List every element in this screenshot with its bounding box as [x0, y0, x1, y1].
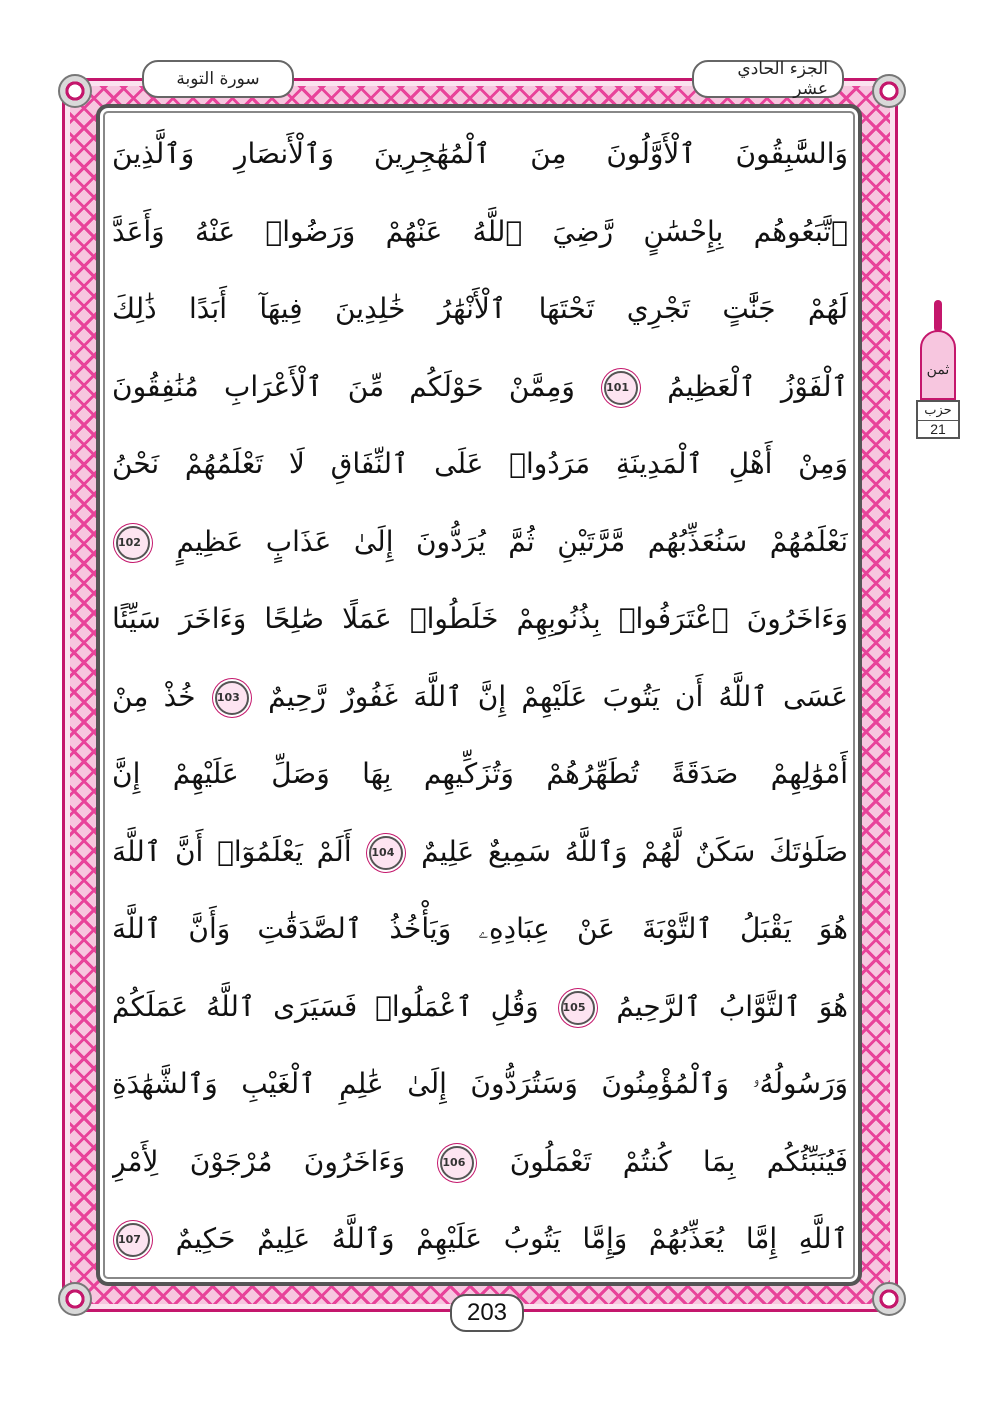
verse-text: فَيُنَبِّئُكُم بِمَا كُنتُمْ تَعْمَلُونَ [509, 1144, 848, 1178]
verse-text: صَلَوٰتَكَ سَكَنٌ لَّهُمْ وَٱللَّهُ سَمِيعٌ عَلِيمٌ [421, 834, 848, 868]
corner-ornament-icon [58, 74, 92, 108]
verse-line [112, 744, 848, 804]
corner-ornament-icon [872, 74, 906, 108]
hizb-spire-icon [934, 300, 942, 332]
hizb-ornament-icon [914, 300, 962, 400]
verse-text: وَءَاخَرُونَ ٱعْتَرَفُوا۟ بِذُنُوبِهِمْ خَلَطُوا۟ عَمَلًا صَٰلِحًا وَءَاخَرَ سَيِّئًا [112, 602, 848, 635]
verse-text: عَسَى ٱللَّهُ أَن يَتُوبَ عَلَيْهِمْ إِنَّ ٱللَّهَ غَفُورٌ رَّحِيمٌ [268, 679, 848, 713]
verse-line [112, 1054, 848, 1114]
ayah-number-marker: 107 [116, 1223, 150, 1257]
verse-text: وَالسَّٰبِقُونَ ٱلْأَوَّلُونَ مِنَ ٱلْمُهَٰجِرِينَ وَٱلْأَنصَارِ وَٱلَّذِينَ [112, 137, 848, 170]
hizb-quarter-label: ثمن [926, 362, 950, 378]
verse-line [112, 899, 848, 959]
ayah-number-marker: 102 [116, 526, 150, 560]
verse-text: لَهُمْ جَنَّٰتٍ تَجْرِي تَحْتَهَا ٱلْأَنْهَٰرُ خَٰلِدِينَ فِيهَآ أَبَدًا ذَٰلِكَ [112, 292, 848, 325]
hizb-box [916, 400, 960, 439]
verse-text: وَءَاخَرُونَ مُرْجَوْنَ لِأَمْرِ [112, 1144, 406, 1178]
verse-text: خُذْ مِنْ [112, 679, 196, 713]
verse-text: أَلَمْ يَعْلَمُوٓا۟ أَنَّ ٱللَّهَ [112, 834, 352, 868]
juz-label: الجزء الحادي عشر [692, 60, 844, 98]
verse-line [112, 1209, 848, 1269]
hizb-number: 21 [918, 420, 958, 437]
hizb-word: حزب [924, 403, 952, 418]
page-number: 203 [450, 1294, 524, 1332]
verse-line [112, 822, 848, 882]
ayah-number-marker: 105 [561, 991, 595, 1025]
verse-text: هُوَ ٱلتَّوَّابُ ٱلرَّحِيمُ [616, 989, 848, 1023]
verse-line [112, 589, 848, 649]
verse-line [112, 1132, 848, 1192]
ayah-number-marker: 106 [440, 1146, 474, 1180]
verse-text: ٱللَّهِ إِمَّا يُعَذِّبُهُمْ وَإِمَّا يَتُوبُ عَلَيْهِمْ وَٱللَّهُ عَلِيمٌ حَكِيمٌ [175, 1222, 848, 1255]
verse-line [112, 124, 848, 184]
ayah-number-marker: 101 [604, 371, 638, 405]
corner-ornament-icon [872, 1282, 906, 1316]
verse-line [112, 667, 848, 727]
corner-ornament-icon [58, 1282, 92, 1316]
verse-line [112, 279, 848, 339]
surah-label: سورة التوبة [142, 60, 294, 98]
hizb-marker [914, 300, 962, 439]
verse-text: ٱلْفَوْزُ ٱلْعَظِيمُ [667, 369, 848, 403]
verse-text: وَمِمَّنْ حَوْلَكُم مِّنَ ٱلْأَعْرَابِ مُنَٰفِقُونَ [112, 369, 575, 403]
verse-line [112, 512, 848, 572]
verse-text: وَمِنْ أَهْلِ ٱلْمَدِينَةِ مَرَدُوا۟ عَلَى ٱلنِّفَاقِ لَا تَعْلَمُهُمْ نَحْنُ [112, 447, 848, 480]
verse-line [112, 357, 848, 417]
ayah-number-marker: 104 [369, 836, 403, 870]
ayah-number-marker: 103 [215, 681, 249, 715]
verse-line [112, 434, 848, 494]
verse-text: أَمْوَٰلِهِمْ صَدَقَةً تُطَهِّرُهُمْ وَتُزَكِّيهِم بِهَا وَصَلِّ عَلَيْهِمْ إِنَّ [112, 757, 848, 790]
verse-text: وَرَسُولُهُۥ وَٱلْمُؤْمِنُونَ وَسَتُرَدُّونَ إِلَىٰ عَٰلِمِ ٱلْغَيْبِ وَٱلشَّهَٰدَةِ [112, 1067, 848, 1100]
verse-text: هُوَ يَقْبَلُ ٱلتَّوْبَةَ عَنْ عِبَادِهِۦ وَيَأْخُذُ ٱلصَّدَقَٰتِ وَأَنَّ ٱللَّهَ [112, 912, 848, 945]
verse-line [112, 202, 848, 262]
verse-text: وَقُلِ ٱعْمَلُوا۟ فَسَيَرَى ٱللَّهُ عَمَلَكُمْ [112, 989, 539, 1023]
verse-text: نَعْلَمُهُمْ سَنُعَذِّبُهُم مَّرَّتَيْنِ ثُمَّ يُرَدُّونَ إِلَىٰ عَذَابٍ عَظِيمٍ [176, 524, 848, 558]
verse-line [112, 977, 848, 1037]
verse-text: ٱتَّبَعُوهُم بِإِحْسَٰنٍ رَّضِيَ ٱللَّهُ عَنْهُمْ وَرَضُوا۟ عَنْهُ وَأَعَدَّ [112, 214, 848, 248]
